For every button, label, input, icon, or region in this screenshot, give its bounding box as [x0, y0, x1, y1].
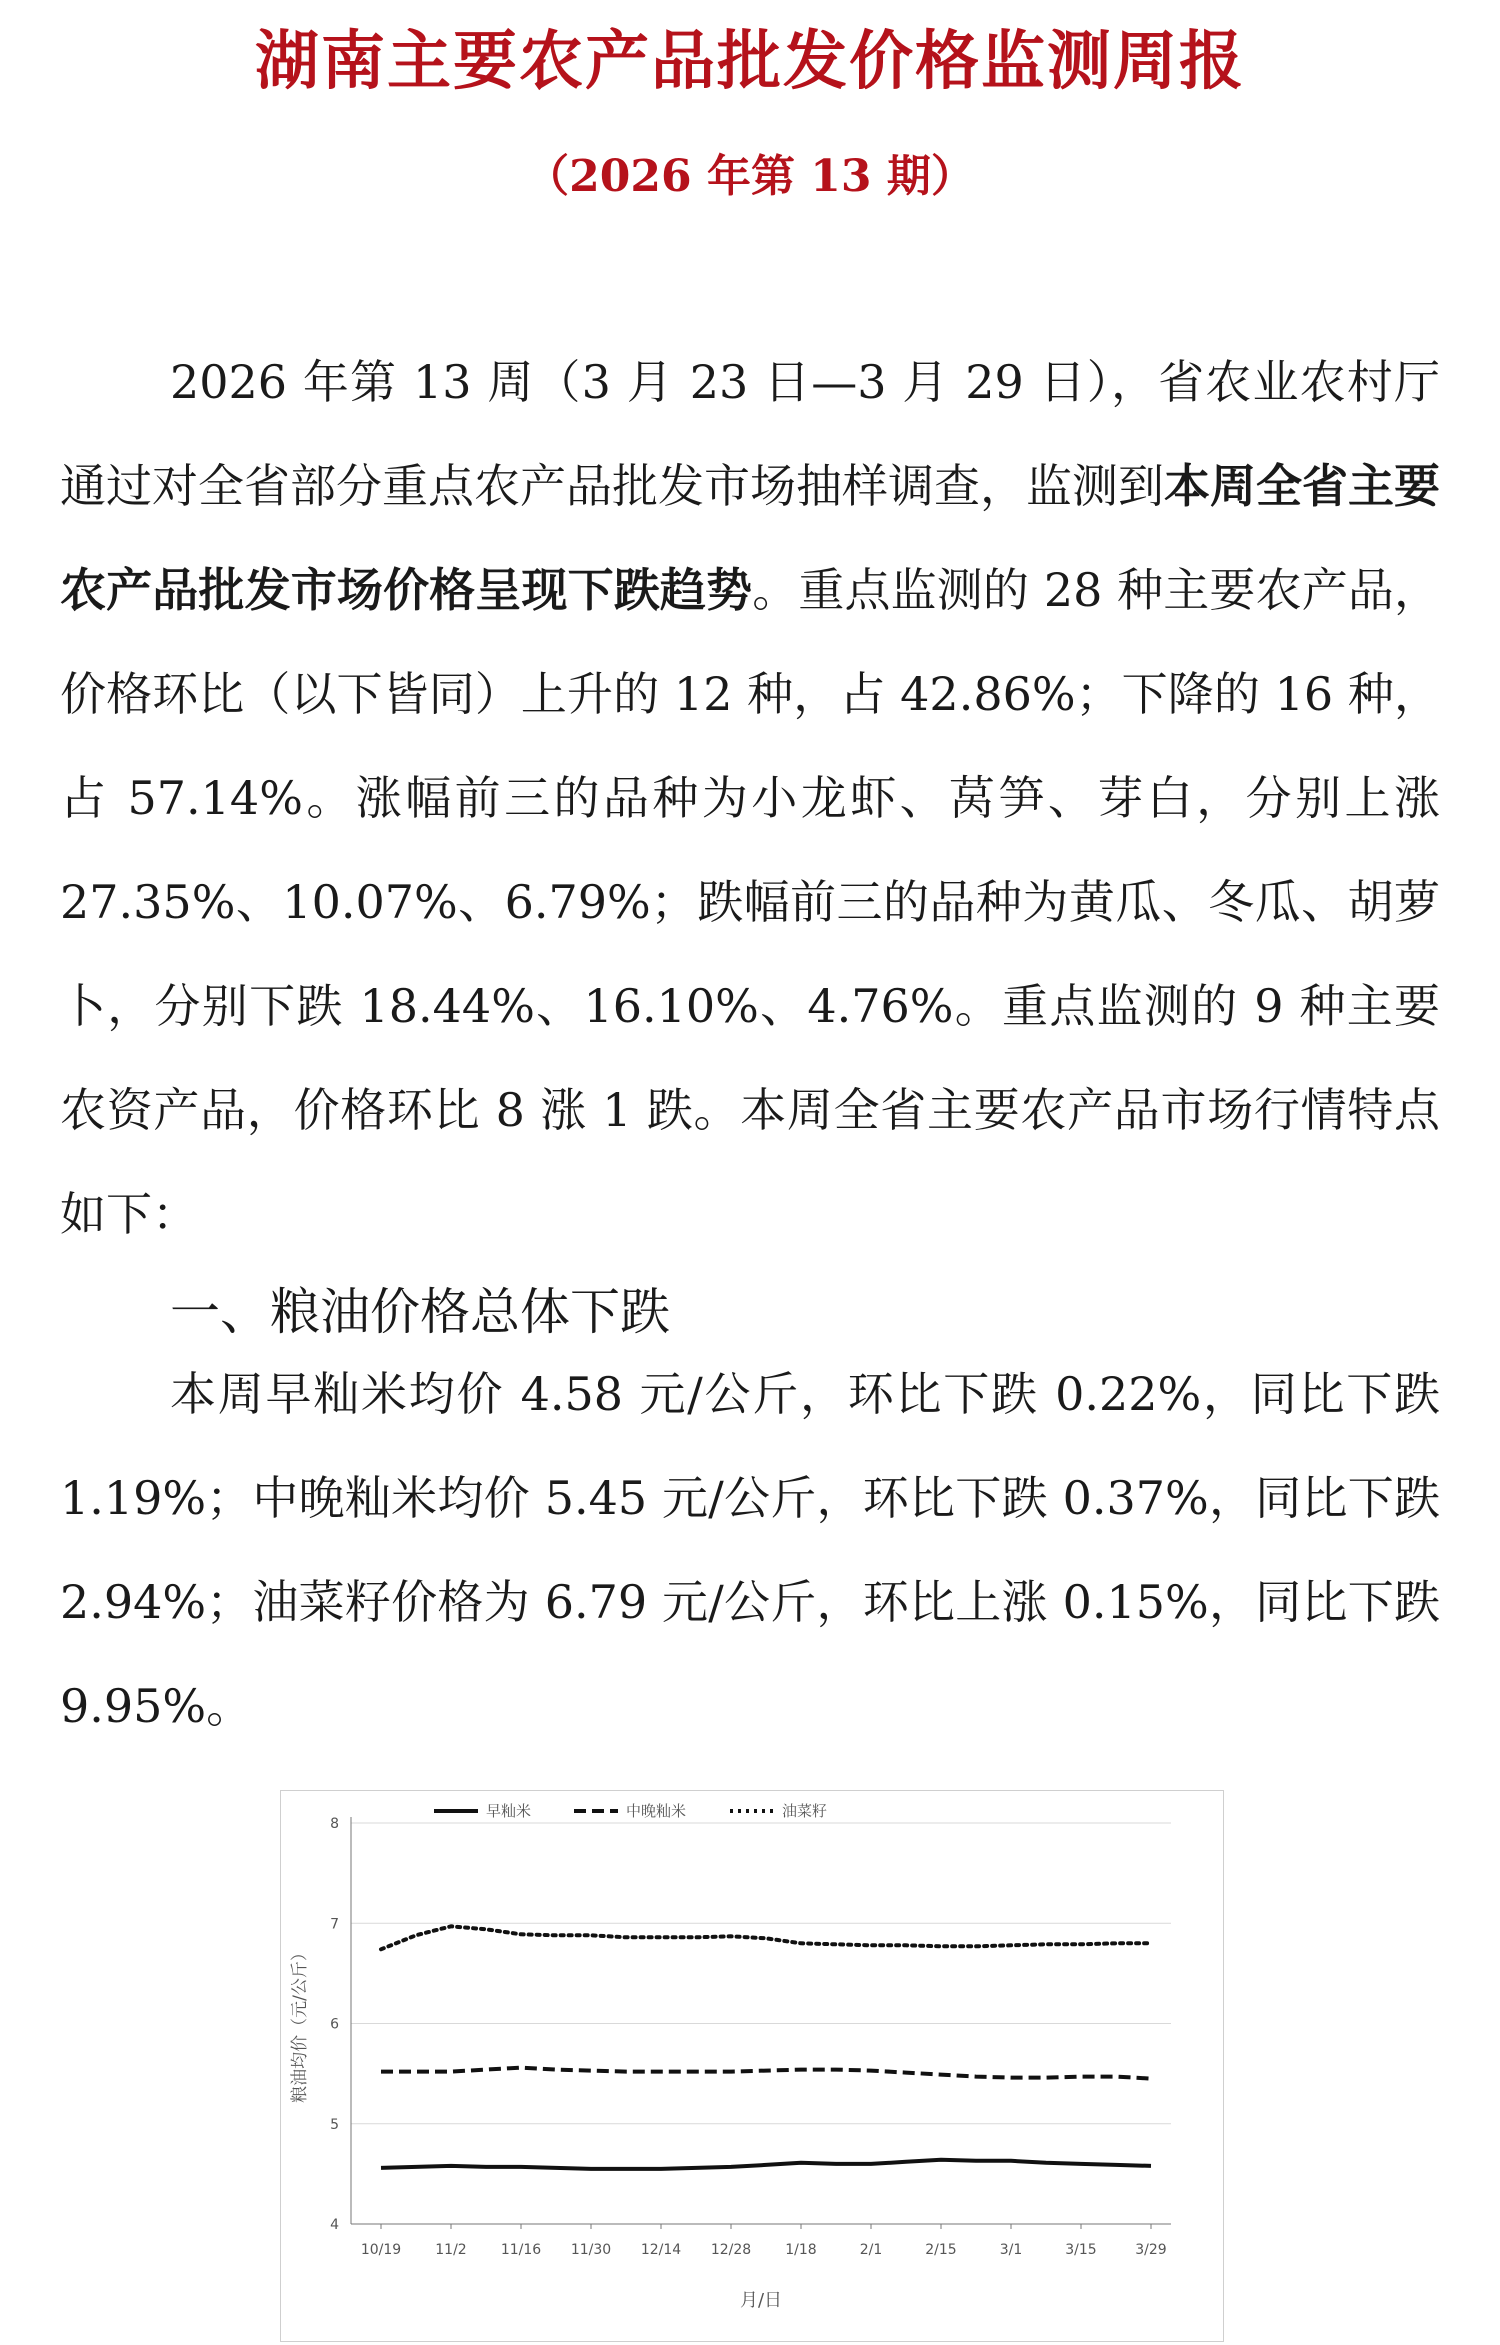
- grain-oil-price-chart: [280, 1790, 1224, 2342]
- y-tick-label: 8: [330, 1816, 339, 1832]
- summary-rest: 。重点监测的 28 种主要农产品，价格环比（以下皆同）上升的 12 种，占 42.86%；下降的 16 种，占 57.14%。涨幅前三的品种为小龙虾、莴笋、芽白，分别上涨 27.35%、10.07%、6.79%；跌幅前三的品种为黄瓜、冬瓜、胡萝卜，分别下跌 18.44%、16.10%、4.76%。重点监测的 9 种主要农资产品，价格环比 8 涨 1 跌。本周全省主要农产品市场行情特点如下：: [60, 563, 1441, 1241]
- series-line: [381, 1926, 1151, 1949]
- x-tick-label: 2/15: [925, 2242, 957, 2258]
- x-tick-label: 3/1: [999, 2242, 1023, 2258]
- x-tick-label: 3/15: [1065, 2242, 1097, 2258]
- x-tick-label: 12/28: [710, 2242, 752, 2258]
- summary-highlight: 本周全省主要农产品批发市场价格呈现下跌趋势: [60, 459, 1440, 617]
- section-heading-grain-oil: 一、粮油价格总体下跌: [170, 1283, 670, 1341]
- y-tick-label: 4: [330, 2217, 339, 2233]
- legend-label: 早籼米: [486, 1802, 532, 1820]
- x-tick-label: 10/19: [360, 2242, 402, 2258]
- summary-paragraph: [60, 330, 1440, 1266]
- y-tick-label: 5: [330, 2116, 339, 2133]
- x-axis-title: 月/日: [739, 2290, 783, 2311]
- y-tick-label: 7: [330, 1916, 339, 1933]
- y-tick-label: 6: [330, 2016, 339, 2033]
- x-tick-label: 11/30: [570, 2242, 612, 2258]
- x-tick-label: 2/1: [859, 2242, 883, 2258]
- y-axis-title: 粮油均价（元/公斤）: [290, 1944, 310, 2103]
- chart-svg: [281, 1791, 1223, 2341]
- issue-number: （2026 年第 13 期）: [525, 151, 975, 202]
- report-title: 湖南主要农产品批发价格监测周报: [255, 24, 1245, 99]
- x-tick-label: 11/2: [435, 2242, 467, 2258]
- legend-label: 中晚籼米: [626, 1802, 687, 1820]
- legend-label: 油菜籽: [782, 1802, 828, 1820]
- x-tick-label: 12/14: [640, 2242, 682, 2258]
- x-tick-label: 3/29: [1135, 2242, 1167, 2258]
- series-line: [381, 2068, 1151, 2079]
- x-tick-label: 1/18: [785, 2242, 817, 2258]
- grain-oil-paragraph: 本周早籼米均价 4.58 元/公斤，环比下跌 0.22%，同比下跌 1.19%；中晚籼米均价 5.45 元/公斤，环比下跌 0.37%，同比下跌 2.94%；油菜籽价格为 6.79 元/公斤，环比上涨 0.15%，同比下跌 9.95%。: [60, 1367, 1440, 1733]
- summary-intro: 2026 年第 13 周（3 月 23 日—3 月 29 日），省农业农村厅通过对全省部分重点农产品批发市场抽样调查，监测到: [60, 355, 1440, 513]
- series-line: [381, 2160, 1151, 2169]
- x-tick-label: 11/16: [500, 2242, 542, 2258]
